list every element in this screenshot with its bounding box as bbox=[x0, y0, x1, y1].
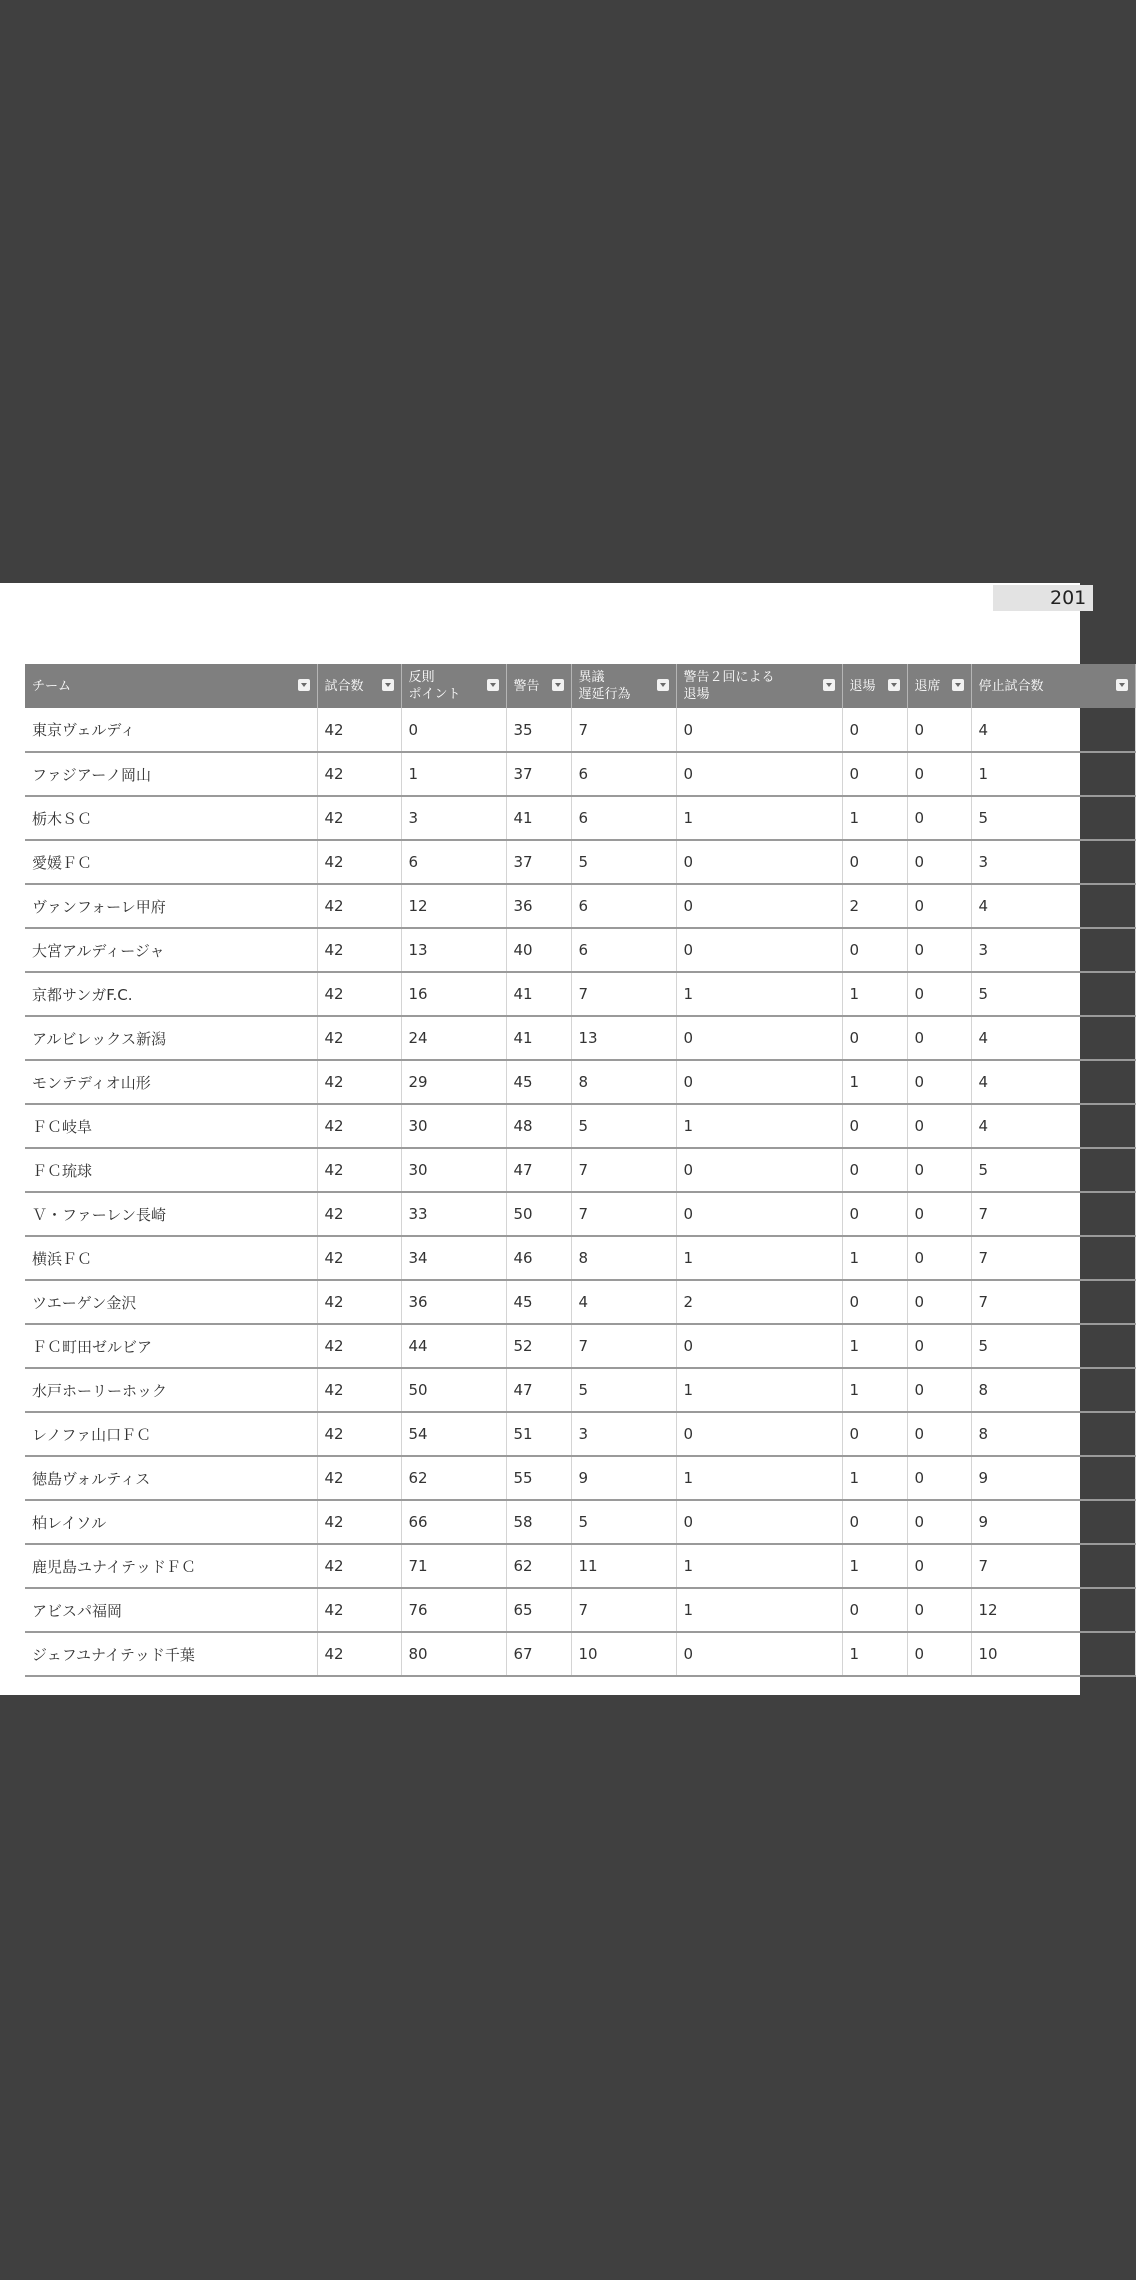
stat-cell: 0 bbox=[676, 1148, 842, 1192]
stat-cell: 1 bbox=[676, 972, 842, 1016]
table-row bbox=[25, 972, 1135, 1016]
stat-cell: 1 bbox=[842, 972, 907, 1016]
stat-cell: 11 bbox=[571, 1544, 676, 1588]
team-name-cell: ＦＣ琉球 bbox=[25, 1148, 317, 1192]
table-row bbox=[25, 1016, 1135, 1060]
stat-cell: 37 bbox=[506, 752, 571, 796]
stat-cell: 8 bbox=[971, 1368, 1135, 1412]
stat-cell: 5 bbox=[971, 1324, 1135, 1368]
stat-cell: 0 bbox=[401, 708, 506, 752]
stat-cell: 35 bbox=[506, 708, 571, 752]
stat-cell: 5 bbox=[571, 840, 676, 884]
team-name-cell: ファジアーノ岡山 bbox=[25, 752, 317, 796]
stat-cell: 42 bbox=[317, 1544, 401, 1588]
stat-cell: 5 bbox=[571, 1104, 676, 1148]
table-row bbox=[25, 1280, 1135, 1324]
stat-cell: 65 bbox=[506, 1588, 571, 1632]
stat-cell: 9 bbox=[971, 1500, 1135, 1544]
stat-cell: 0 bbox=[842, 928, 907, 972]
stat-cell: 42 bbox=[317, 972, 401, 1016]
stat-cell: 0 bbox=[676, 1324, 842, 1368]
sort-dropdown-icon[interactable] bbox=[952, 679, 964, 691]
stat-cell: 0 bbox=[842, 1588, 907, 1632]
table-row bbox=[25, 1192, 1135, 1236]
table-header-row bbox=[25, 664, 1135, 708]
column-header-1[interactable] bbox=[317, 664, 401, 708]
stat-cell: 24 bbox=[401, 1016, 506, 1060]
stat-cell: 0 bbox=[907, 1632, 971, 1676]
stat-cell: 42 bbox=[317, 1016, 401, 1060]
content-panel bbox=[0, 583, 1087, 1695]
stat-cell: 80 bbox=[401, 1632, 506, 1676]
stat-cell: 0 bbox=[676, 928, 842, 972]
team-name-cell: 京都サンガF.C. bbox=[25, 972, 317, 1016]
stat-cell: 0 bbox=[676, 1632, 842, 1676]
stat-cell: 42 bbox=[317, 1368, 401, 1412]
stat-cell: 0 bbox=[907, 1016, 971, 1060]
stat-cell: 42 bbox=[317, 752, 401, 796]
stat-cell: 1 bbox=[842, 1324, 907, 1368]
stat-cell: 0 bbox=[842, 708, 907, 752]
stat-cell: 1 bbox=[676, 796, 842, 840]
team-name-cell: 徳島ヴォルティス bbox=[25, 1456, 317, 1500]
sort-dropdown-icon[interactable] bbox=[552, 679, 564, 691]
stat-cell: 4 bbox=[971, 1016, 1135, 1060]
stat-cell: 0 bbox=[676, 1060, 842, 1104]
stat-cell: 55 bbox=[506, 1456, 571, 1500]
stat-cell: 0 bbox=[676, 1500, 842, 1544]
team-name-cell: アルビレックス新潟 bbox=[25, 1016, 317, 1060]
stat-cell: 7 bbox=[571, 1148, 676, 1192]
table-row bbox=[25, 1632, 1135, 1676]
stat-cell: 7 bbox=[571, 1192, 676, 1236]
stat-cell: 36 bbox=[506, 884, 571, 928]
stats-table-container bbox=[25, 664, 1135, 1677]
stat-cell: 12 bbox=[971, 1588, 1135, 1632]
stat-cell: 58 bbox=[506, 1500, 571, 1544]
table-row bbox=[25, 1060, 1135, 1104]
stat-cell: 52 bbox=[506, 1324, 571, 1368]
table-row bbox=[25, 1236, 1135, 1280]
stat-cell: 7 bbox=[971, 1236, 1135, 1280]
stat-cell: 0 bbox=[842, 840, 907, 884]
stat-cell: 42 bbox=[317, 1412, 401, 1456]
stat-cell: 42 bbox=[317, 884, 401, 928]
stat-cell: 1 bbox=[971, 752, 1135, 796]
stat-cell: 0 bbox=[842, 1500, 907, 1544]
column-header-4[interactable] bbox=[571, 664, 676, 708]
stat-cell: 0 bbox=[842, 1016, 907, 1060]
sort-dropdown-icon[interactable] bbox=[888, 679, 900, 691]
team-name-cell: レノファ山口ＦＣ bbox=[25, 1412, 317, 1456]
stat-cell: 33 bbox=[401, 1192, 506, 1236]
sort-dropdown-icon[interactable] bbox=[1116, 679, 1128, 691]
stat-cell: 0 bbox=[907, 1104, 971, 1148]
stat-cell: 50 bbox=[506, 1192, 571, 1236]
stat-cell: 1 bbox=[842, 1632, 907, 1676]
stat-cell: 29 bbox=[401, 1060, 506, 1104]
team-name-cell: ツエーゲン金沢 bbox=[25, 1280, 317, 1324]
stat-cell: 0 bbox=[676, 1016, 842, 1060]
stat-cell: 0 bbox=[842, 1412, 907, 1456]
stat-cell: 0 bbox=[907, 1412, 971, 1456]
stat-cell: 7 bbox=[971, 1544, 1135, 1588]
table-row bbox=[25, 928, 1135, 972]
stat-cell: 42 bbox=[317, 1588, 401, 1632]
table-row bbox=[25, 708, 1135, 752]
column-header-label: 警告 bbox=[513, 678, 540, 694]
year-tab[interactable]: 201 bbox=[993, 585, 1093, 611]
stat-cell: 3 bbox=[971, 928, 1135, 972]
stat-cell: 1 bbox=[842, 796, 907, 840]
stat-cell: 42 bbox=[317, 1280, 401, 1324]
stat-cell: 8 bbox=[971, 1412, 1135, 1456]
team-name-cell: ＦＣ町田ゼルビア bbox=[25, 1324, 317, 1368]
table-row bbox=[25, 752, 1135, 796]
column-header-label: 反則 ポイント bbox=[408, 670, 461, 702]
stat-cell: 71 bbox=[401, 1544, 506, 1588]
stat-cell: 0 bbox=[842, 1192, 907, 1236]
stat-cell: 45 bbox=[506, 1060, 571, 1104]
column-header-label: 警告２回による 退場 bbox=[683, 670, 775, 702]
stat-cell: 0 bbox=[676, 708, 842, 752]
table-row bbox=[25, 840, 1135, 884]
stat-cell: 6 bbox=[571, 796, 676, 840]
stat-cell: 3 bbox=[571, 1412, 676, 1456]
stat-cell: 9 bbox=[571, 1456, 676, 1500]
stat-cell: 30 bbox=[401, 1104, 506, 1148]
stat-cell: 3 bbox=[401, 796, 506, 840]
team-name-cell: 栃木ＳＣ bbox=[25, 796, 317, 840]
sort-dropdown-icon[interactable] bbox=[298, 679, 310, 691]
stat-cell: 5 bbox=[571, 1368, 676, 1412]
stat-cell: 0 bbox=[842, 752, 907, 796]
stat-cell: 0 bbox=[907, 884, 971, 928]
stat-cell: 6 bbox=[401, 840, 506, 884]
team-name-cell: 東京ヴェルディ bbox=[25, 708, 317, 752]
stat-cell: 0 bbox=[842, 1104, 907, 1148]
column-header-5[interactable] bbox=[676, 664, 842, 708]
stat-cell: 42 bbox=[317, 1148, 401, 1192]
stat-cell: 48 bbox=[506, 1104, 571, 1148]
stat-cell: 0 bbox=[842, 1148, 907, 1192]
stat-cell: 42 bbox=[317, 1456, 401, 1500]
stat-cell: 2 bbox=[842, 884, 907, 928]
stat-cell: 42 bbox=[317, 1632, 401, 1676]
stat-cell: 13 bbox=[571, 1016, 676, 1060]
stat-cell: 44 bbox=[401, 1324, 506, 1368]
sort-dropdown-icon[interactable] bbox=[657, 679, 669, 691]
stat-cell: 0 bbox=[907, 972, 971, 1016]
stat-cell: 62 bbox=[401, 1456, 506, 1500]
stat-cell: 36 bbox=[401, 1280, 506, 1324]
stat-cell: 1 bbox=[676, 1456, 842, 1500]
stat-cell: 6 bbox=[571, 928, 676, 972]
stat-cell: 42 bbox=[317, 928, 401, 972]
stat-cell: 7 bbox=[971, 1192, 1135, 1236]
table-row bbox=[25, 1500, 1135, 1544]
team-name-cell: ＦＣ岐阜 bbox=[25, 1104, 317, 1148]
team-name-cell: モンテディオ山形 bbox=[25, 1060, 317, 1104]
stat-cell: 42 bbox=[317, 1500, 401, 1544]
stat-cell: 0 bbox=[907, 1236, 971, 1280]
stat-cell: 0 bbox=[907, 1148, 971, 1192]
discipline-stats-table bbox=[25, 664, 1136, 1677]
stat-cell: 0 bbox=[842, 1280, 907, 1324]
column-header-8[interactable] bbox=[971, 664, 1135, 708]
stat-cell: 1 bbox=[676, 1544, 842, 1588]
stat-cell: 0 bbox=[907, 1456, 971, 1500]
table-row bbox=[25, 1588, 1135, 1632]
stat-cell: 4 bbox=[971, 708, 1135, 752]
table-row bbox=[25, 1544, 1135, 1588]
stat-cell: 3 bbox=[971, 840, 1135, 884]
stat-cell: 0 bbox=[907, 1280, 971, 1324]
table-row bbox=[25, 884, 1135, 928]
stat-cell: 0 bbox=[676, 752, 842, 796]
stat-cell: 45 bbox=[506, 1280, 571, 1324]
stat-cell: 1 bbox=[842, 1368, 907, 1412]
stat-cell: 7 bbox=[571, 1324, 676, 1368]
stat-cell: 50 bbox=[401, 1368, 506, 1412]
stat-cell: 30 bbox=[401, 1148, 506, 1192]
table-row bbox=[25, 1324, 1135, 1368]
stat-cell: 1 bbox=[676, 1104, 842, 1148]
stat-cell: 5 bbox=[971, 796, 1135, 840]
stat-cell: 1 bbox=[842, 1236, 907, 1280]
stat-cell: 0 bbox=[907, 1544, 971, 1588]
stat-cell: 0 bbox=[907, 1368, 971, 1412]
column-header-label: 退場 bbox=[849, 678, 876, 694]
sort-dropdown-icon[interactable] bbox=[823, 679, 835, 691]
stat-cell: 42 bbox=[317, 1060, 401, 1104]
stat-cell: 54 bbox=[401, 1412, 506, 1456]
stat-cell: 4 bbox=[971, 884, 1135, 928]
stat-cell: 42 bbox=[317, 1104, 401, 1148]
stat-cell: 16 bbox=[401, 972, 506, 1016]
stat-cell: 37 bbox=[506, 840, 571, 884]
stat-cell: 67 bbox=[506, 1632, 571, 1676]
stat-cell: 1 bbox=[401, 752, 506, 796]
stat-cell: 34 bbox=[401, 1236, 506, 1280]
stat-cell: 5 bbox=[971, 1148, 1135, 1192]
stat-cell: 5 bbox=[571, 1500, 676, 1544]
column-header-label: 停止試合数 bbox=[978, 678, 1044, 694]
stat-cell: 6 bbox=[571, 884, 676, 928]
stat-cell: 0 bbox=[907, 928, 971, 972]
sort-dropdown-icon[interactable] bbox=[382, 679, 394, 691]
stat-cell: 0 bbox=[907, 1500, 971, 1544]
stat-cell: 9 bbox=[971, 1456, 1135, 1500]
team-name-cell: 横浜ＦＣ bbox=[25, 1236, 317, 1280]
stat-cell: 0 bbox=[676, 1192, 842, 1236]
stat-cell: 4 bbox=[971, 1104, 1135, 1148]
stat-cell: 42 bbox=[317, 1192, 401, 1236]
sort-dropdown-icon[interactable] bbox=[487, 679, 499, 691]
column-header-label: 異議 遅延行為 bbox=[578, 670, 631, 702]
stat-cell: 41 bbox=[506, 796, 571, 840]
team-name-cell: 柏レイソル bbox=[25, 1500, 317, 1544]
stat-cell: 42 bbox=[317, 840, 401, 884]
stat-cell: 0 bbox=[907, 1588, 971, 1632]
team-name-cell: 大宮アルディージャ bbox=[25, 928, 317, 972]
column-header-3[interactable] bbox=[506, 664, 571, 708]
table-row bbox=[25, 1412, 1135, 1456]
column-header-label: 退席 bbox=[914, 678, 941, 694]
stat-cell: 1 bbox=[842, 1060, 907, 1104]
stat-cell: 4 bbox=[971, 1060, 1135, 1104]
stat-cell: 42 bbox=[317, 708, 401, 752]
stat-cell: 5 bbox=[971, 972, 1135, 1016]
stat-cell: 0 bbox=[676, 884, 842, 928]
stat-cell: 51 bbox=[506, 1412, 571, 1456]
team-name-cell: ヴァンフォーレ甲府 bbox=[25, 884, 317, 928]
stat-cell: 1 bbox=[842, 1456, 907, 1500]
stat-cell: 7 bbox=[571, 1588, 676, 1632]
stat-cell: 76 bbox=[401, 1588, 506, 1632]
team-name-cell: 愛媛ＦＣ bbox=[25, 840, 317, 884]
column-header-2[interactable] bbox=[401, 664, 506, 708]
team-name-cell: 水戸ホーリーホック bbox=[25, 1368, 317, 1412]
column-header-label: チーム bbox=[32, 678, 72, 694]
team-name-cell: アビスパ福岡 bbox=[25, 1588, 317, 1632]
table-row bbox=[25, 1368, 1135, 1412]
stat-cell: 7 bbox=[571, 972, 676, 1016]
stat-cell: 1 bbox=[842, 1544, 907, 1588]
stat-cell: 8 bbox=[571, 1060, 676, 1104]
team-name-cell: ジェフユナイテッド千葉 bbox=[25, 1632, 317, 1676]
stat-cell: 62 bbox=[506, 1544, 571, 1588]
stat-cell: 0 bbox=[907, 708, 971, 752]
stat-cell: 42 bbox=[317, 796, 401, 840]
stat-cell: 46 bbox=[506, 1236, 571, 1280]
stat-cell: 7 bbox=[971, 1280, 1135, 1324]
stat-cell: 1 bbox=[676, 1368, 842, 1412]
team-name-cell: Ｖ・ファーレン長崎 bbox=[25, 1192, 317, 1236]
stat-cell: 8 bbox=[571, 1236, 676, 1280]
stat-cell: 42 bbox=[317, 1324, 401, 1368]
stat-cell: 0 bbox=[907, 1324, 971, 1368]
stat-cell: 10 bbox=[971, 1632, 1135, 1676]
column-header-0[interactable] bbox=[25, 664, 317, 708]
stat-cell: 7 bbox=[571, 708, 676, 752]
stat-cell: 0 bbox=[676, 840, 842, 884]
stat-cell: 4 bbox=[571, 1280, 676, 1324]
stat-cell: 42 bbox=[317, 1236, 401, 1280]
stat-cell: 0 bbox=[907, 752, 971, 796]
stat-cell: 2 bbox=[676, 1280, 842, 1324]
table-row bbox=[25, 1456, 1135, 1500]
stat-cell: 47 bbox=[506, 1368, 571, 1412]
column-header-7[interactable] bbox=[907, 664, 971, 708]
stat-cell: 12 bbox=[401, 884, 506, 928]
stat-cell: 13 bbox=[401, 928, 506, 972]
stat-cell: 41 bbox=[506, 972, 571, 1016]
stat-cell: 6 bbox=[571, 752, 676, 796]
table-row bbox=[25, 1148, 1135, 1192]
stat-cell: 0 bbox=[907, 796, 971, 840]
column-header-6[interactable] bbox=[842, 664, 907, 708]
table-body bbox=[25, 708, 1135, 1676]
stat-cell: 0 bbox=[676, 1412, 842, 1456]
stat-cell: 0 bbox=[907, 1060, 971, 1104]
stat-cell: 1 bbox=[676, 1588, 842, 1632]
team-name-cell: 鹿児島ユナイテッドＦＣ bbox=[25, 1544, 317, 1588]
table-row bbox=[25, 796, 1135, 840]
stat-cell: 1 bbox=[676, 1236, 842, 1280]
stat-cell: 40 bbox=[506, 928, 571, 972]
stat-cell: 41 bbox=[506, 1016, 571, 1060]
stat-cell: 0 bbox=[907, 1192, 971, 1236]
table-row bbox=[25, 1104, 1135, 1148]
stat-cell: 10 bbox=[571, 1632, 676, 1676]
column-header-label: 試合数 bbox=[324, 678, 364, 694]
stat-cell: 0 bbox=[907, 840, 971, 884]
stat-cell: 66 bbox=[401, 1500, 506, 1544]
stat-cell: 47 bbox=[506, 1148, 571, 1192]
